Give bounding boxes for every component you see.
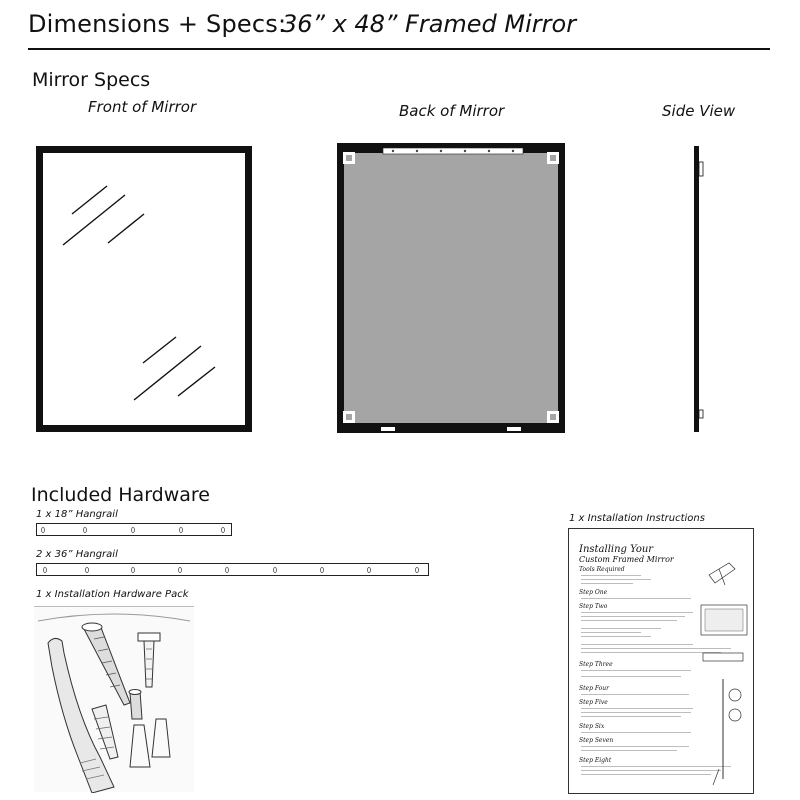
hangrail-36-drawing	[36, 563, 429, 576]
hardware-pack-label: 1 x Installation Hardware Pack	[36, 589, 189, 600]
hangrail-36-label: 2 x 36” Hangrail	[36, 549, 118, 560]
instructions-document	[568, 528, 754, 794]
doc-step-7: Step Seven	[579, 737, 614, 744]
page-title: Dimensions + Specs:	[28, 10, 287, 38]
front-of-mirror-label: Front of Mirror	[88, 98, 197, 116]
hangrail-18-holes	[37, 524, 233, 537]
doc-step-1: Step One	[579, 589, 608, 596]
doc-diagrams	[569, 529, 754, 794]
reflection-lines	[43, 153, 245, 425]
back-of-mirror-label: Back of Mirror	[399, 102, 505, 120]
doc-step-4: Step Four	[579, 685, 609, 692]
doc-tools-heading: Tools Required	[579, 566, 625, 573]
hangrail-18-drawing	[36, 523, 232, 536]
doc-step-2: Step Two	[579, 603, 608, 610]
doc-step-3: Step Three	[579, 661, 613, 668]
front-mirror-drawing	[36, 146, 252, 432]
doc-step-8: Step Eight	[579, 757, 612, 764]
product-title: 36” x 48” Framed Mirror	[282, 10, 577, 38]
header-divider	[28, 48, 770, 50]
mirror-specs-heading: Mirror Specs	[32, 69, 151, 91]
doc-title-line2: Custom Framed Mirror	[579, 555, 674, 564]
hardware-pack-items	[34, 607, 194, 793]
included-hardware-heading: Included Hardware	[31, 484, 210, 506]
side-view-label: Side View	[662, 102, 736, 120]
hangrail-36-holes	[37, 564, 430, 577]
instructions-label: 1 x Installation Instructions	[569, 513, 705, 524]
doc-title-line1: Installing Your	[579, 544, 654, 555]
back-hardware-drawing	[337, 143, 565, 433]
doc-step-6: Step Six	[579, 723, 605, 730]
back-mirror-drawing	[337, 143, 565, 433]
doc-step-5: Step Five	[579, 699, 608, 706]
hangrail-18-label: 1 x 18” Hangrail	[36, 509, 118, 520]
hardware-pack-drawing	[34, 606, 194, 792]
side-view-hardware	[697, 160, 707, 420]
